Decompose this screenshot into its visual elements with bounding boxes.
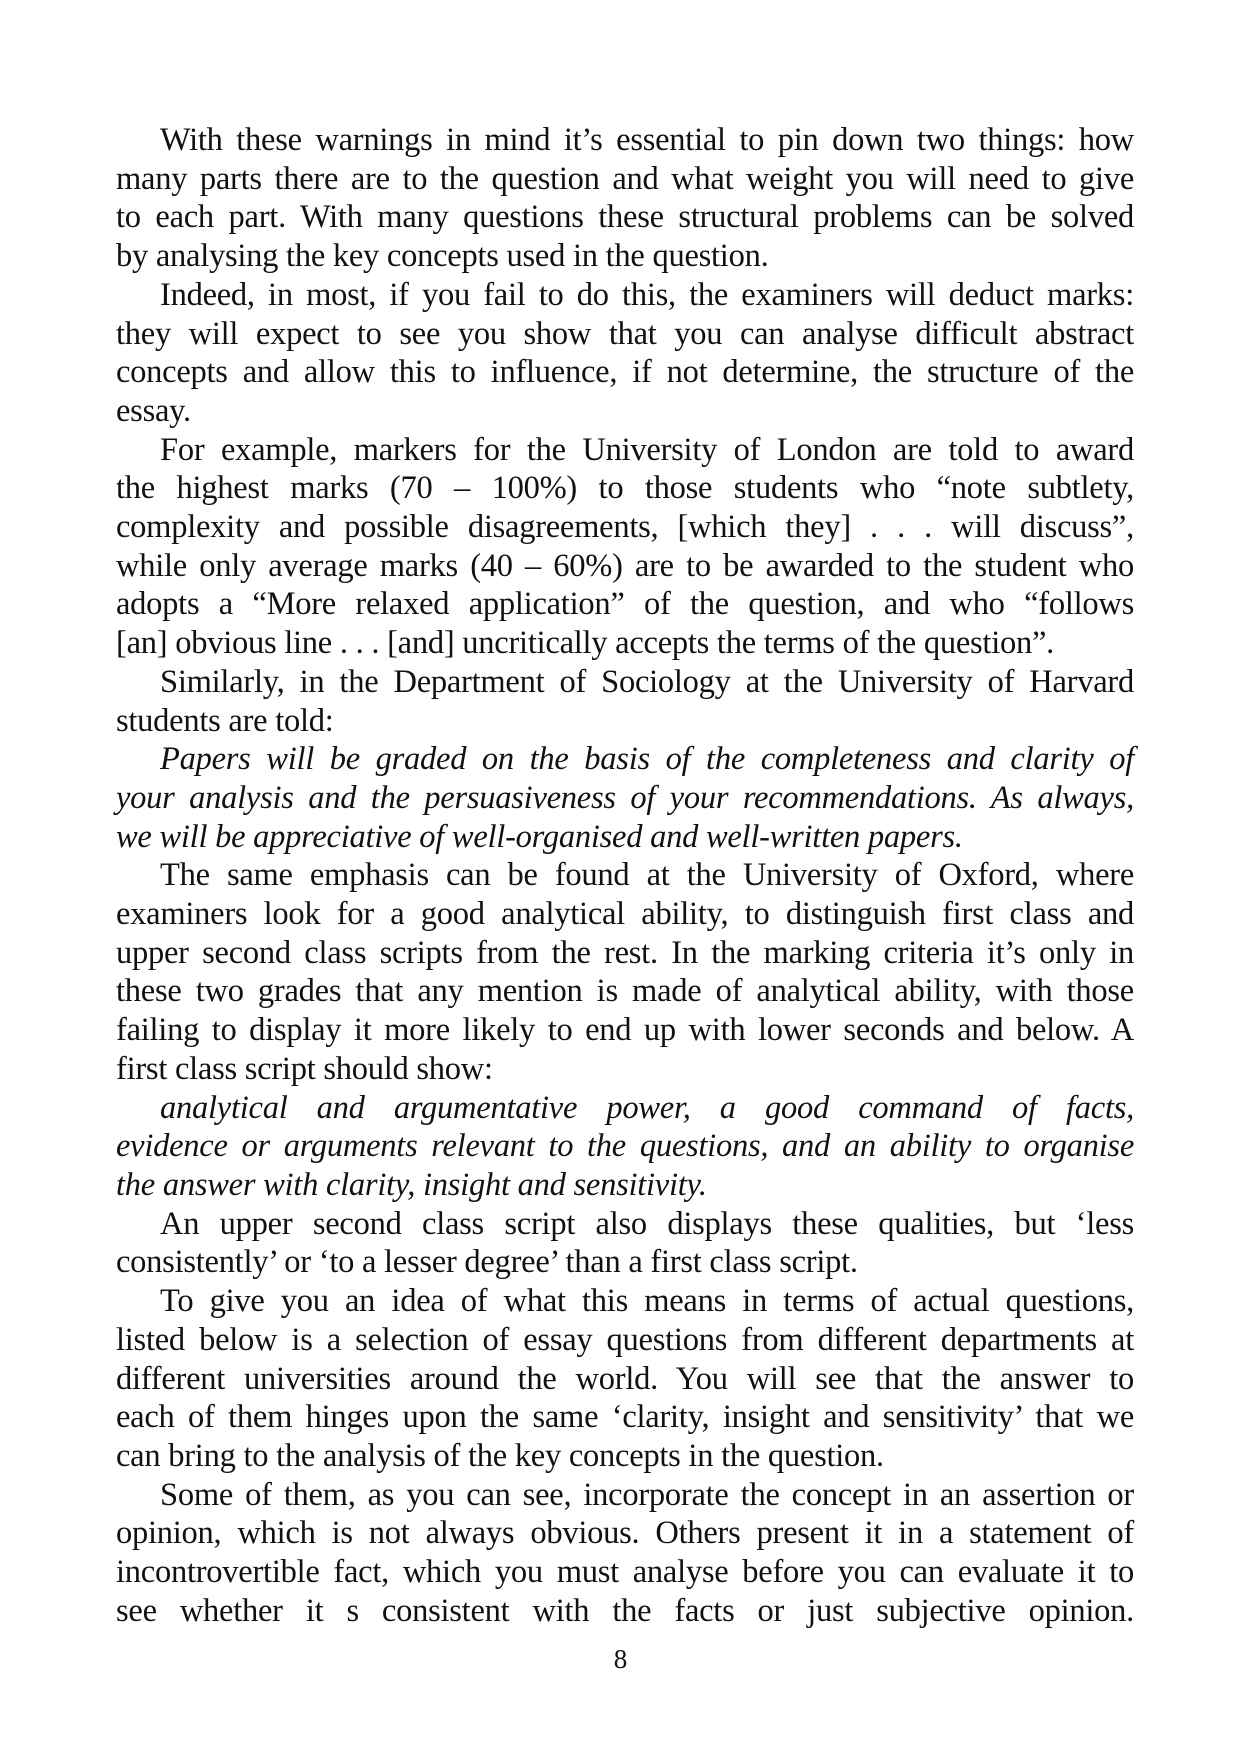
text-line: first class script should show: (116, 1050, 493, 1087)
page-body (116, 0, 1134, 1630)
text-line: consistently’ or ‘to a lesser degree’ than a first class script. (116, 1244, 858, 1281)
text-line: while only average marks (40 – 60%) are to be awarded to the student who (116, 547, 1134, 584)
text-line: complexity and possible disagreements, [which they] . . . will discuss”, (116, 509, 1134, 546)
paragraph (116, 663, 1134, 740)
text-line: upper second class scripts from the rest. In the marking criteria it’s only in (116, 934, 1134, 971)
text-line: Some of them, as you can see, incorporate the concept in an assertion or (160, 1476, 1134, 1513)
text-line: Similarly, in the Department of Sociology at the University of Harvard (160, 663, 1134, 700)
text-line: adopts a “More relaxed application” of the question, and who “follows (116, 586, 1134, 623)
text-line: they will expect to see you show that you can analyse difficult abstract (116, 315, 1134, 352)
text-line: we will be appreciative of well-organised and well-written papers. (116, 818, 963, 855)
text-line: examiners look for a good analytical ability, to distinguish first class and (116, 896, 1134, 933)
text-line: different universities around the world. You will see that the answer to (116, 1360, 1134, 1397)
text-line: The same emphasis can be found at the University of Oxford, where (160, 857, 1134, 894)
quotation-paragraph (116, 740, 1134, 856)
text-line: see whether it s consistent with the facts or just subjective opinion. (116, 1592, 1134, 1629)
paragraph (116, 276, 1134, 431)
text-line: can bring to the analysis of the key concepts in the question. (116, 1437, 884, 1474)
text-line: your analysis and the persuasiveness of your recommendations. As always, (116, 779, 1134, 816)
text-line: Papers will be graded on the basis of the completeness and clarity of (160, 741, 1134, 778)
text-line: analytical and argumentative power, a good command of facts, (160, 1089, 1134, 1126)
paragraph (116, 1282, 1134, 1476)
text-line: the answer with clarity, insight and sensitivity. (116, 1166, 707, 1203)
paragraph (116, 1205, 1134, 1282)
quotation-paragraph (116, 1089, 1134, 1205)
text-line: essay. (116, 392, 191, 429)
text-line: [an] obvious line . . . [and] uncritically accepts the terms of the question”. (116, 625, 1055, 662)
page-number: 8 (613, 1644, 628, 1675)
text-line: many parts there are to the question and what weight you will need to give (116, 160, 1134, 197)
text-line: evidence or arguments relevant to the questions, and an ability to organise (116, 1128, 1134, 1165)
text-line: To give you an idea of what this means in terms of actual questions, (160, 1283, 1134, 1320)
text-line: With these warnings in mind it’s essential to pin down two things: how (160, 122, 1134, 158)
text-line: failing to display it more likely to end up with lower seconds and below. A (116, 1012, 1134, 1049)
text-line: by analysing the key concepts used in the question. (116, 238, 769, 275)
paragraph (116, 121, 1134, 276)
paragraph (116, 1476, 1134, 1631)
text-line: these two grades that any mention is made of analytical ability, with those (116, 973, 1134, 1010)
text-line: concepts and allow this to influence, if not determine, the structure of the (116, 354, 1134, 391)
text-line: students are told: (116, 702, 334, 739)
paragraph (116, 856, 1134, 1088)
text-line: listed below is a selection of essay questions from different departments at (116, 1321, 1134, 1358)
text-line: incontrovertible fact, which you must analyse before you can evaluate it to (116, 1554, 1134, 1591)
text-line: An upper second class script also displays these qualities, but ‘less (160, 1205, 1134, 1242)
paragraph (116, 431, 1134, 663)
text-line: For example, markers for the University of London are told to award (160, 431, 1134, 468)
text-line: to each part. With many questions these structural problems can be solved (116, 199, 1134, 236)
text-line: Indeed, in most, if you fail to do this, the examiners will deduct marks: (160, 276, 1134, 313)
text-line: the highest marks (70 – 100%) to those students who “note subtlety, (116, 470, 1134, 507)
text-line: each of them hinges upon the same ‘clarity, insight and sensitivity’ that we (116, 1399, 1134, 1436)
text-line: opinion, which is not always obvious. Others present it in a statement of (116, 1515, 1134, 1552)
